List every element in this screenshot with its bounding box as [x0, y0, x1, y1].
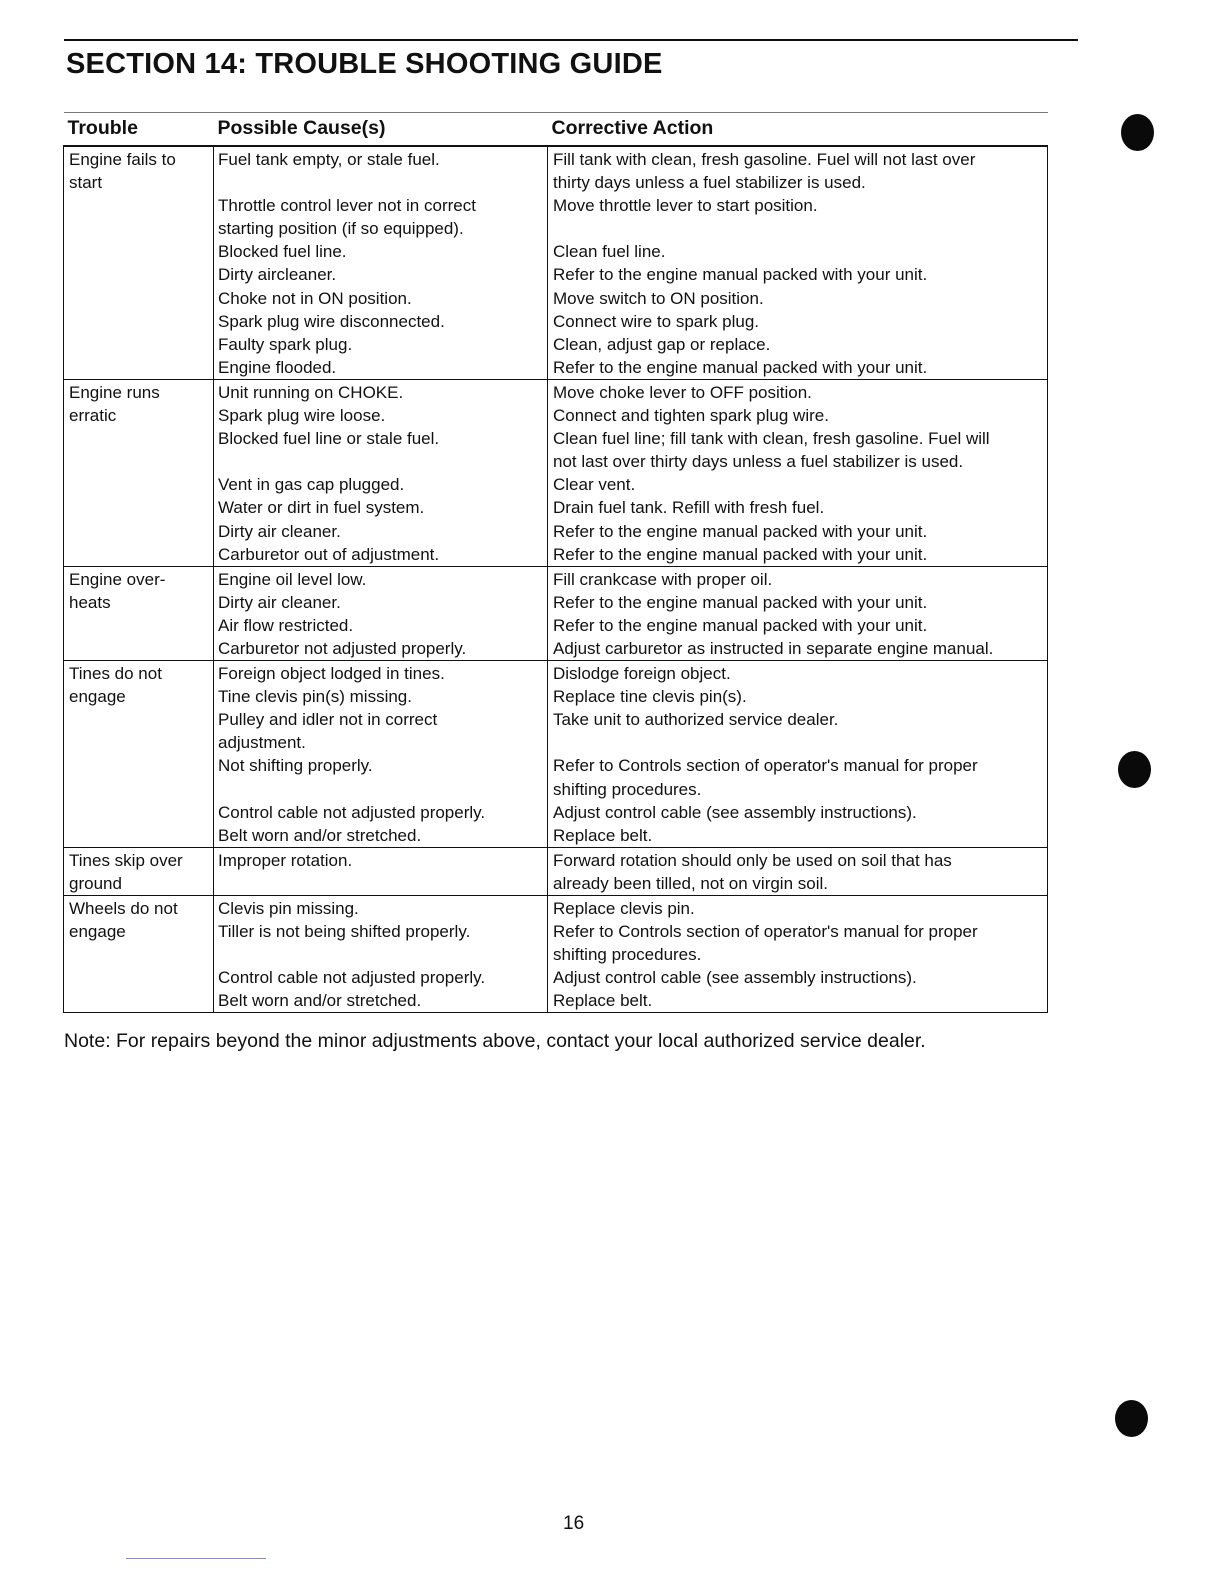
cause-text: Foreign object lodged in tines. — [218, 664, 445, 684]
page-number: 16 — [563, 1513, 585, 1534]
cause-text: Belt worn and/or stretched. — [218, 825, 422, 845]
binder-hole-bottom — [1115, 1400, 1148, 1437]
spacer — [218, 872, 547, 895]
action-text: Forward rotation should only be used on soil that has — [553, 850, 952, 870]
action-text: Replace belt. — [553, 825, 653, 845]
cause-text: Improper rotation. — [218, 850, 353, 870]
cause-cell — [214, 566, 548, 660]
action-text: Clear vent. — [553, 475, 636, 495]
trouble-text: heats — [69, 592, 111, 612]
bottom-rule — [126, 1558, 266, 1559]
action-text: Refer to the engine manual packed with your unit. — [553, 265, 928, 285]
table-row — [64, 146, 1048, 379]
action-text: Adjust control cable (see assembly instructions). — [553, 968, 917, 988]
action-cell — [548, 379, 1048, 566]
action-text: Drain fuel tank. Refill with fresh fuel. — [553, 498, 825, 518]
binder-hole-top — [1121, 114, 1154, 151]
cause-text: Fuel tank empty, or stale fuel. — [218, 150, 440, 169]
trouble-cell — [64, 566, 214, 660]
binder-hole-middle — [1118, 751, 1151, 788]
cause-cell — [214, 896, 548, 1013]
header-corrective-action: Corrective Action — [548, 113, 1048, 147]
page-title: SECTION 14: TROUBLE SHOOTING GUIDE — [66, 48, 663, 80]
action-text: Fill crankcase with proper oil. — [553, 569, 773, 589]
action-text: Replace tine clevis pin(s). — [553, 687, 747, 707]
cause-text: Pulley and idler not in correct — [218, 710, 438, 730]
cause-text: Engine oil level low. — [218, 569, 367, 589]
action-cell — [548, 896, 1048, 1013]
trouble-cell — [64, 896, 214, 1013]
cause-text: Water or dirt in fuel system. — [218, 498, 425, 518]
cause-text: Faulty spark plug. — [218, 334, 353, 354]
header-possible-causes: Possible Cause(s) — [214, 113, 548, 147]
cause-cell — [214, 379, 548, 566]
cause-text: Air flow restricted. — [218, 615, 354, 635]
top-rule — [64, 39, 1078, 41]
cause-text: Tine clevis pin(s) missing. — [218, 687, 412, 707]
action-text: Refer to Controls section of operator's manual for proper — [553, 756, 978, 776]
action-text: Move throttle lever to start position. — [553, 196, 818, 216]
trouble-text: erratic — [69, 406, 117, 426]
trouble-text: ground — [69, 873, 122, 893]
action-text: Refer to the engine manual packed with your unit. — [553, 544, 928, 564]
action-text: Refer to Controls section of operator's manual for proper — [553, 922, 978, 942]
table-row — [64, 566, 1048, 660]
cause-text: Spark plug wire loose. — [218, 406, 386, 426]
spacer — [553, 217, 1047, 240]
trouble-text: engage — [69, 922, 126, 942]
action-text: Fill tank with clean, fresh gasoline. Fuel will not last over — [553, 150, 976, 169]
cause-text: Throttle control lever not in correct — [218, 196, 476, 216]
action-text: Move choke lever to OFF position. — [553, 382, 812, 402]
header-trouble: Trouble — [64, 113, 214, 147]
trouble-table-container — [63, 112, 1048, 1013]
action-text: Dislodge foreign object. — [553, 664, 731, 684]
trouble-cell — [64, 661, 214, 848]
repair-note: Note: For repairs beyond the minor adjustments above, contact your local authorized service dealer. — [64, 1030, 926, 1052]
cause-cell — [214, 847, 548, 895]
trouble-cell — [64, 379, 214, 566]
cause-text: Belt worn and/or stretched. — [218, 991, 422, 1011]
action-text: Clean fuel line; fill tank with clean, fresh gasoline. Fuel will — [553, 429, 990, 449]
action-cell — [548, 661, 1048, 848]
cause-text: Dirty air cleaner. — [218, 592, 341, 612]
table-body — [64, 146, 1048, 1013]
trouble-cell — [64, 146, 214, 379]
trouble-shooting-table — [63, 112, 1048, 1013]
action-text: Adjust carburetor as instructed in separate engine manual. — [553, 638, 994, 658]
action-text: Connect wire to spark plug. — [553, 311, 759, 331]
cause-cell — [214, 661, 548, 848]
cause-text: adjustment. — [218, 733, 306, 753]
cause-text: Choke not in ON position. — [218, 288, 412, 308]
spacer — [218, 943, 547, 966]
action-text: thirty days unless a fuel stabilizer is used. — [553, 173, 866, 193]
trouble-text: Wheels do not — [69, 899, 178, 918]
action-text: Take unit to authorized service dealer. — [553, 710, 839, 730]
cause-text: Engine flooded. — [218, 357, 337, 377]
action-text: Refer to the engine manual packed with your unit. — [553, 357, 928, 377]
action-text: Connect and tighten spark plug wire. — [553, 406, 829, 426]
cause-text: Blocked fuel line. — [218, 242, 347, 262]
cause-text: Control cable not adjusted properly. — [218, 968, 486, 988]
trouble-text: Engine runs — [69, 382, 160, 402]
action-cell — [548, 566, 1048, 660]
action-text: shifting procedures. — [553, 945, 702, 965]
cause-text: Clevis pin missing. — [218, 899, 359, 918]
action-text: already been tilled, not on virgin soil. — [553, 873, 828, 893]
spacer — [553, 731, 1047, 754]
cause-text: Dirty air cleaner. — [218, 521, 341, 541]
action-cell — [548, 847, 1048, 895]
cause-text: Unit running on CHOKE. — [218, 382, 404, 402]
spacer — [218, 171, 547, 194]
table-header-row — [64, 113, 1048, 147]
cause-text: Tiller is not being shifted properly. — [218, 922, 471, 942]
action-text: Replace belt. — [553, 991, 653, 1011]
action-text: Refer to the engine manual packed with your unit. — [553, 592, 928, 612]
spacer — [218, 778, 547, 801]
action-text: Adjust control cable (see assembly instructions). — [553, 802, 917, 822]
spacer — [218, 450, 547, 473]
action-cell — [548, 146, 1048, 379]
cause-text: Carburetor not adjusted properly. — [218, 638, 467, 658]
cause-text: Vent in gas cap plugged. — [218, 475, 405, 495]
trouble-cell — [64, 847, 214, 895]
cause-text: Carburetor out of adjustment. — [218, 544, 440, 564]
trouble-text: engage — [69, 687, 126, 707]
trouble-text: Engine fails to — [69, 150, 176, 169]
action-text: Clean, adjust gap or replace. — [553, 334, 771, 354]
cause-cell — [214, 146, 548, 379]
trouble-text: Tines skip over — [69, 850, 183, 870]
action-text: Refer to the engine manual packed with your unit. — [553, 615, 928, 635]
cause-text: Dirty aircleaner. — [218, 265, 337, 285]
trouble-text: Engine over- — [69, 569, 166, 589]
cause-text: Blocked fuel line or stale fuel. — [218, 429, 440, 449]
cause-text: Not shifting properly. — [218, 756, 373, 776]
action-text: shifting procedures. — [553, 779, 702, 799]
action-text: not last over thirty days unless a fuel stabilizer is used. — [553, 452, 964, 472]
action-text: Refer to the engine manual packed with your unit. — [553, 521, 928, 541]
trouble-text: Tines do not — [69, 664, 162, 684]
table-row — [64, 847, 1048, 895]
cause-text: Spark plug wire disconnected. — [218, 311, 445, 331]
trouble-text: start — [69, 173, 103, 193]
cause-text: starting position (if so equipped). — [218, 219, 464, 239]
cause-text: Control cable not adjusted properly. — [218, 802, 486, 822]
action-text: Move switch to ON position. — [553, 288, 764, 308]
table-row — [64, 379, 1048, 566]
table-row — [64, 661, 1048, 848]
table-row — [64, 896, 1048, 1013]
action-text: Clean fuel line. — [553, 242, 666, 262]
action-text: Replace clevis pin. — [553, 899, 695, 918]
